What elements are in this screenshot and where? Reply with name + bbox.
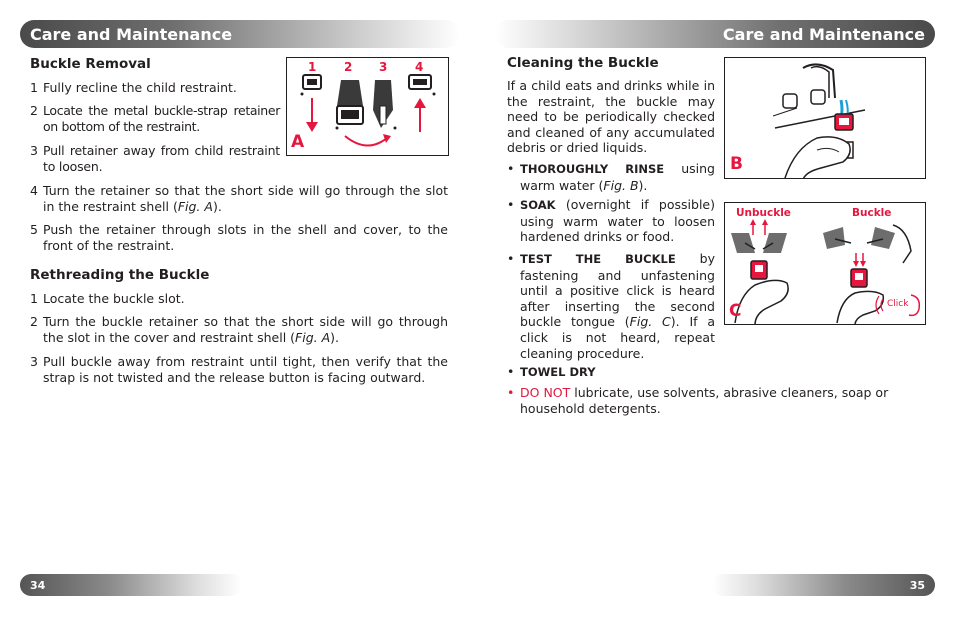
step-number: 1 [30,80,38,95]
fig-ref: Fig. A [295,330,331,345]
step-text: Push the retainer through slots in the shell and cover, to the front of the restraint. [43,222,448,253]
bullet-dot: • [507,364,515,379]
fig-ref: Fig. B [603,177,639,193]
removal-step-2 [30,103,280,135]
bullet-keyword: SOAK [520,198,556,212]
bullet-text: SOAK (overnight if possible) using warm water to loosen hardened drinks or food. [520,197,715,245]
warning-text: DO NOT lubricate, use solvents, abrasive cleaners, soap or household detergents. [520,385,889,416]
bullet-rinse [507,161,715,193]
fig-a-step-3: 3 [379,60,388,74]
fig-ref: Fig. C [629,314,671,330]
faucet-rinse-illustration [725,58,926,179]
step-text: Fully recline the child restraint. [43,80,237,95]
step-text: Pull retainer away from child restraint to loosen. [43,143,280,174]
bullet-dot: • [507,161,515,176]
step-text: Locate the metal buckle-strap retainer on bottom of the restraint. [43,103,280,134]
step-text: Locate the buckle slot. [43,291,185,306]
fig-c-letter: C [729,301,742,321]
step-number: 3 [30,143,38,158]
removal-step-1 [30,80,280,96]
left-header-title: Care and Maintenance [30,24,233,44]
fig-c-unbuckle-label: Unbuckle [736,207,791,219]
bullet-towel [507,364,715,381]
bullet-text: TEST THE BUCKLE by fastening and unfastening until a positive click is heard after inserting the second buckle tongue (Fig. C). If a click is not heard, repeat cleaning procedure. [520,251,716,361]
step-number: 2 [30,314,38,329]
warning-keyword: DO NOT [520,385,571,400]
fig-a-step-4: 4 [415,60,424,74]
removal-step-5 [30,222,448,254]
right-page-footer [712,574,935,596]
cleaning-title: Cleaning the Buckle [507,55,659,71]
bullet-dot: • [507,251,515,266]
rethread-step-3 [30,354,448,386]
removal-step-4 [30,183,448,215]
step-number: 3 [30,354,38,369]
fig-a-step-1: 1 [308,60,317,74]
right-page-header [495,20,935,48]
figure-b [724,57,926,179]
step-text: Turn the buckle retainer so that the short side will go through the slot in the cover and restraint shell (Fig. A). [43,314,448,345]
buckle-removal-title: Buckle Removal [30,56,151,72]
bullet-text [520,364,715,381]
right-header-title: Care and Maintenance [722,24,925,44]
bullet-text: THOROUGHLY RINSE using warm water (Fig. B). [520,161,715,193]
rethread-step-1 [30,291,448,307]
fig-a-letter: A [291,132,305,152]
left-page-footer [20,574,242,596]
figure-c [724,202,926,325]
step-text: Pull buckle away from restraint until tight, then verify that the strap is not twisted and the release button is facing outward. [43,354,448,385]
fig-ref: Fig. A [177,199,213,214]
cleaning-intro: If a child eats and drinks while in the restraint, the buckle may need to be periodically checked and cleaned of any accumulated debris or dried liquids. [507,78,715,156]
left-page-number: 34 [30,578,46,592]
step-number: 4 [30,183,38,198]
step-text: Turn the retainer so that the short side will go through the slot in the restraint shell (Fig. A). [43,183,448,214]
warning-do-not [507,385,927,416]
bullet-dot: • [507,385,515,400]
left-page-header [20,20,460,48]
bullet-dot: • [507,197,515,212]
bullet-keyword: THOROUGHLY RINSE [520,162,665,176]
removal-step-3 [30,143,280,175]
fig-a-step-2: 2 [344,60,353,74]
rethread-step-2 [30,314,448,346]
bullet-keyword: TOWEL DRY [520,365,596,379]
step-number: 1 [30,291,38,306]
bullet-test [507,251,715,361]
rethreading-title: Rethreading the Buckle [30,267,210,283]
fig-c-click-label: Click [887,299,909,309]
bullet-soak [507,197,715,245]
step-number: 5 [30,222,38,237]
bullet-keyword: TEST THE BUCKLE [520,252,676,266]
figure-a [286,57,449,156]
fig-b-letter: B [730,154,743,174]
step-number: 2 [30,103,38,118]
right-page-number: 35 [909,578,925,592]
fig-c-buckle-label: Buckle [852,207,892,219]
